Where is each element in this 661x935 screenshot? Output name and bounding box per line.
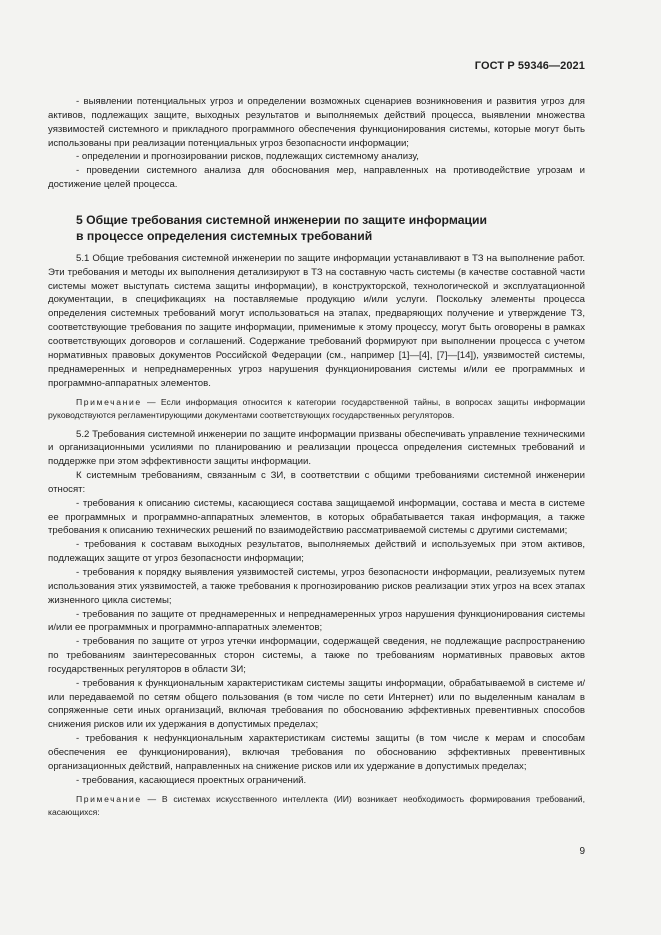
requirement-item: - требования по защите от угроз утечки информации, содержащей сведения, не подлежащие распространению по требованиям заинтересованных сторон системы, а также по требованиям нормативных правовых актов государственных регуляторов в области ЗИ; (48, 636, 585, 675)
section-title (48, 212, 585, 244)
standard-code: ГОСТ Р 59346—2021 (474, 60, 585, 72)
requirement-item: - требования к нефункциональным характеристикам системы защиты (в том числе к мерам и способам обеспечения ее функционирования), включая требования по обоснованию эффективных превентивных организационных действий, направленных на снижение рисков или их удержание в допустимых пределах; (48, 733, 585, 772)
intro-item: - проведении системного анализа для обоснования мер, направленных на противодействие угрозам и достижение целей процесса. (48, 165, 585, 191)
requirement-item: - требования к составам выходных результатов, выполняемых действий и используемых при этом активов, подлежащих защите от угроз безопасности информации; (48, 539, 585, 565)
section-title-line2: в процессе определения системных требований (76, 228, 373, 243)
requirement-item: - требования, касающиеся проектных ограничений. (76, 774, 307, 786)
note-text: — Если информация относится к категории государственной тайны, в вопросах защиты информации руководствуются регламентирующими документами соответствующих государственных регуляторов. (48, 397, 585, 420)
list-intro: К системным требованиям, связанным с ЗИ, в соответствии с общими требованиями системной инженерии относят: (48, 470, 585, 495)
note-label: Примечание (76, 397, 142, 408)
note-1 (48, 396, 585, 421)
requirement-item: - требования по защите от преднамеренных и непреднамеренных угроз нарушения функционирования системы и/или ее программных и программно-аппаратных элементов; (48, 608, 585, 634)
intro-item: - определении и прогнозировании рисков, подлежащих системному анализу, (76, 151, 419, 163)
page-number: 9 (579, 846, 585, 857)
paragraph-5-1: 5.1 Общие требования системной инженерии по защите информации устанавливают в ТЗ на выполнение работ. Эти требования и методы их выполнения детализируют в ТЗ на составную часть системы (в качестве составной части системы может выступать система защиты информации), в конструкторской, технологической и эксплуатационной документации, в спецификациях на поставляемые продукцию и/или услуги. Поскольку элементы процесса определения системных требований могут использоваться на этапах, предваряющих получение и утверждение ТЗ, соответствующие требования по защите информации, применимые к этому процессу, могут быть оговорены в рамках соответствующих договоров и соглашений. Содержание требований формируют при выполнении процесса с учетом нормативных правовых документов Российской Федерации (см., например [1]—[4], [7]—[14]), уязвимостей системы, преднамеренных и непреднамеренных угроз нарушения функционирования системы и/или ее программных и программно-аппаратных элементов. (48, 252, 585, 389)
note-2 (48, 793, 585, 818)
page-body (48, 95, 585, 819)
note-label: Примечание (76, 794, 142, 805)
requirement-item: - требования к функциональным характеристикам системы защиты информации, обрабатываемой в системе и/или передаваемой по сетям общего пользования (в том числе по сети Интернет) или по выделенным каналам в сопряженные сети иных организаций, включая требования по обоснованию эффективных превентивных способов снижения рисков или их удержания в допустимых пределах; (48, 677, 585, 731)
paragraph-5-2: 5.2 Требования системной инженерии по защите информации призваны обеспечивать управление техническими и организационными усилиями по планированию и реализации процесса определения системных требований и поддержке при этом эффективности защиты информации. (48, 428, 585, 468)
requirement-item: - требования к описанию системы, касающиеся состава защищаемой информации, состава и места в системе ее программных и программно-аппаратных элементов, в которых обрабатывается такая информация, а также требования к описанию технических решений по взаимодействию рассматриваемой системы с другими системами; (48, 497, 585, 537)
requirement-item: - требования к порядку выявления уязвимостей системы, угроз безопасности информации, реализуемых путем использования этих уязвимостей, а также требования к прогнозированию рисков реализации этих угроз на всех этапах жизненного цикла системы; (48, 566, 585, 606)
intro-item: - выявлении потенциальных угроз и определении возможных сценариев возникновения и развития угроз для активов, подлежащих защите, выходных результатов и выполняемых действий процесса, выявлении множества уязвимостей системного и прикладного программного обеспечения функционирования системы, которые могут быть использованы при реализации потенциальных угроз безопасности информации; (48, 96, 585, 149)
section-title-line1: 5 Общие требования системной инженерии по защите информации (76, 212, 487, 227)
note-text: — В системах искусственного интеллекта (ИИ) возникает необходимость формирования требований, касающихся: (48, 794, 585, 818)
